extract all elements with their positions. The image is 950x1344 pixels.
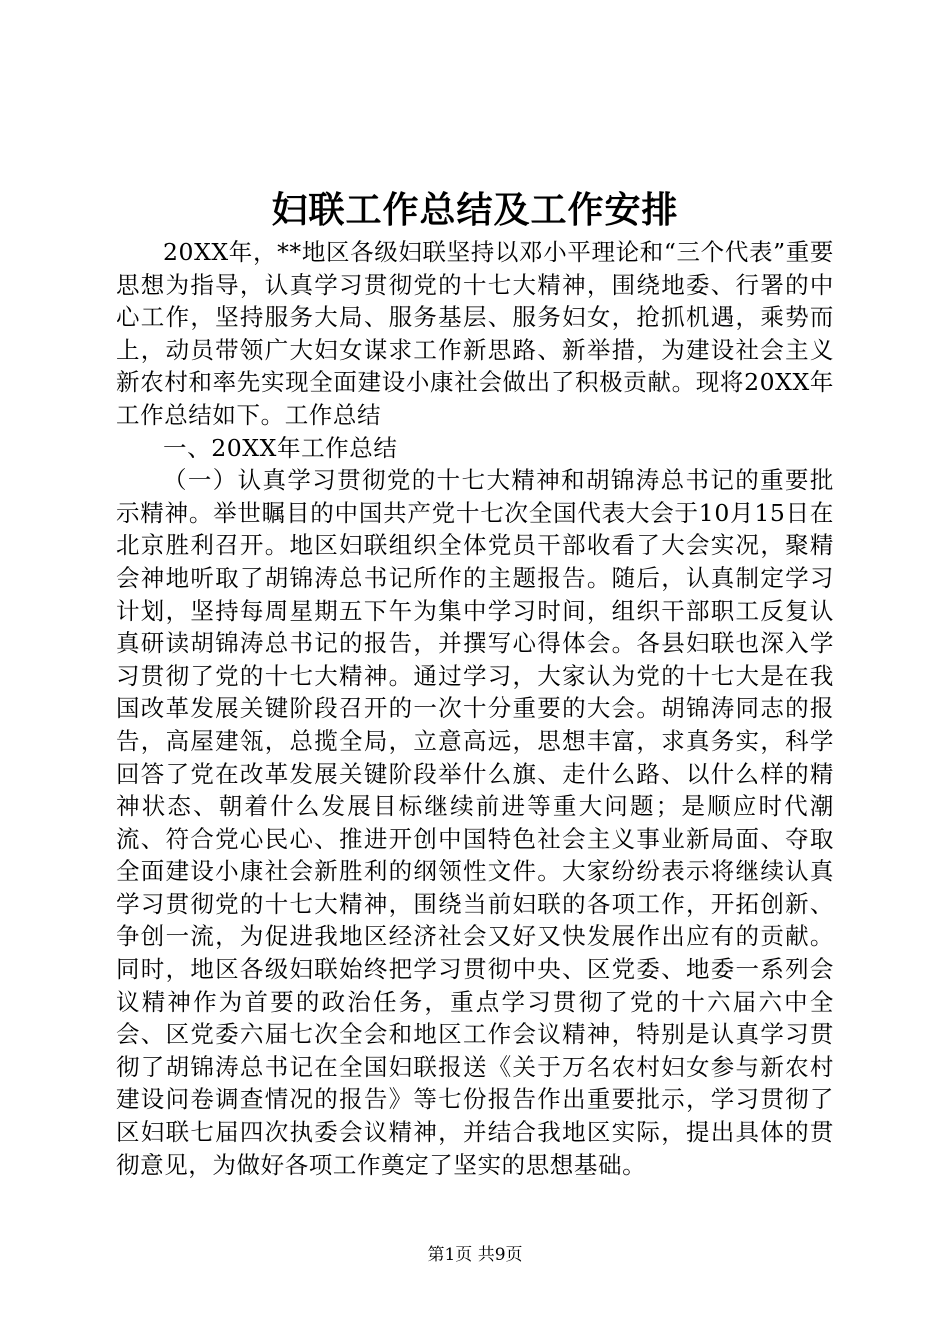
- page-number: 第1页 共9页: [427, 1245, 523, 1265]
- document-title: 妇联工作总结及工作安排: [271, 189, 679, 231]
- section-heading: 一、20XX年工作总结: [163, 433, 398, 462]
- section-paragraph: （一）认真学习贯彻党的十七大精神和胡锦涛总书记的重要批示精神。举世瞩目的中国共产党十七次全国代表大会于10月15日在北京胜利召开。地区妇联组织全体党员干部收看了大会实况，聚精会神地听取了胡锦涛总书记所作的主题报告。随后，认真制定学习计划，坚持每周星期五下午为集中学习时间，组织干部职工反复认真研读胡锦涛总书记的报告，并撰写心得体会。各县妇联也深入学习贯彻了党的十七大精神。通过学习，大家认为党的十七大是在我国改革发展关键阶段召开的一次十分重要的大会。胡锦涛同志的报告，高屋建瓴，总揽全局，立意高远，思想丰富，求真务实，科学回答了党在改革发展关键阶段举什么旗、走什么路、以什么样的精神状态、朝着什么发展目标继续前进等重大问题；是顺应时代潮流、符合党心民心、推进开创中国特色社会主义事业新局面、夺取全面建设小康社会新胜利的纲领性文件。大家纷纷表示将继续认真学习贯彻党的十七大精神，围绕当前妇联的各项工作，开拓创新、争创一流，为促进我地区经济社会又好又快发展作出应有的贡献。同时，地区各级妇联始终把学习贯彻中央、区党委、地委一系列会议精神作为首要的政治任务，重点学习贯彻了党的十六届六中全会、区党委六届七次全会和地区工作会议精神，特别是认真学习贯彻了胡锦涛总书记在全国妇联报送《关于万名农村妇女参与新农村建设问卷调查情况的报告》等七份报告作出重要批示，学习贯彻了区妇联七届四次执委会议精神，并结合我地区实际，提出具体的贯彻意见，为做好各项工作奠定了坚实的思想基础。: [116, 466, 834, 1179]
- intro-paragraph: 20XX年，**地区各级妇联坚持以邓小平理论和“三个代表”重要思想为指导，认真学习贯彻党的十七大精神，围绕地委、行署的中心工作，坚持服务大局、服务基层、服务妇女，抢抓机遇，乘势而上，动员带领广大妇女谋求工作新思路、新举措，为建设社会主义新农村和率先实现全面建设小康社会做出了积极贡献。现将20XX年工作总结如下。工作总结: [116, 238, 834, 429]
- document-body: [116, 236, 834, 1181]
